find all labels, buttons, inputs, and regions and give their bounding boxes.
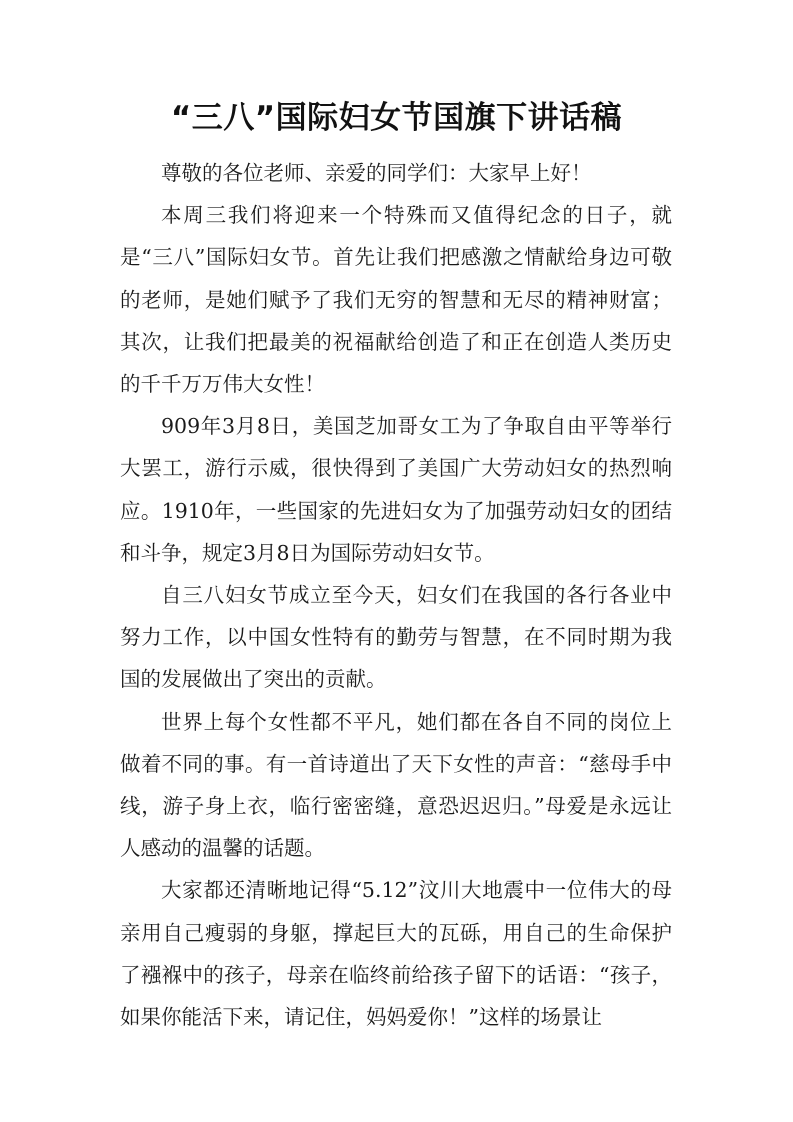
document-body — [120, 152, 672, 1038]
paragraph-poem: 世界上每个女性都不平凡，她们都在各自不同的岗位上做着不同的事。有一首诗道出了天下女性的声音：“慈母手中线，游子身上衣，临行密密缝，意恐迟迟归。”母爱是永远让人感动的温馨的话题。 — [120, 709, 672, 861]
paragraph-intro: 本周三我们将迎来一个特殊而又值得纪念的日子，就是“三八”国际妇女节。首先让我们把感激之情献给身边可敬的老师，是她们赋予了我们无穷的智慧和无尽的精神财富；其次，让我们把最美的祝福献给创造了和正在创造人类历史的千千万万伟大女性！ — [120, 203, 672, 397]
paragraph-history: 909年3月8日，美国芝加哥女工为了争取自由平等举行大罢工，游行示威，很快得到了美国广大劳动妇女的热烈响应。1910年，一些国家的先进妇女为了加强劳动妇女的团结和斗争，规定3月8日为国际劳动妇女节。 — [120, 414, 672, 565]
paragraph-earthquake: 大家都还清晰地记得“5.12”汶川大地震中一位伟大的母亲用自己瘦弱的身躯，撑起巨大的瓦砾，用自己的生命保护了襁褓中的孩子，母亲在临终前给孩子留下的话语：“孩子，如果你能活下来，请记住，妈妈爱你！”这样的场景让 — [120, 878, 672, 1030]
paragraph-greeting: 尊敬的各位老师、亲爱的同学们：大家早上好！ — [161, 161, 592, 185]
page-title: “三八”国际妇女节国旗下讲话稿 — [170, 100, 623, 136]
paragraph-contribution: 自三八妇女节成立至今天，妇女们在我国的各行各业中努力工作，以中国女性特有的勤劳与智慧，在不同时期为我国的发展做出了突出的贡献。 — [120, 583, 672, 692]
